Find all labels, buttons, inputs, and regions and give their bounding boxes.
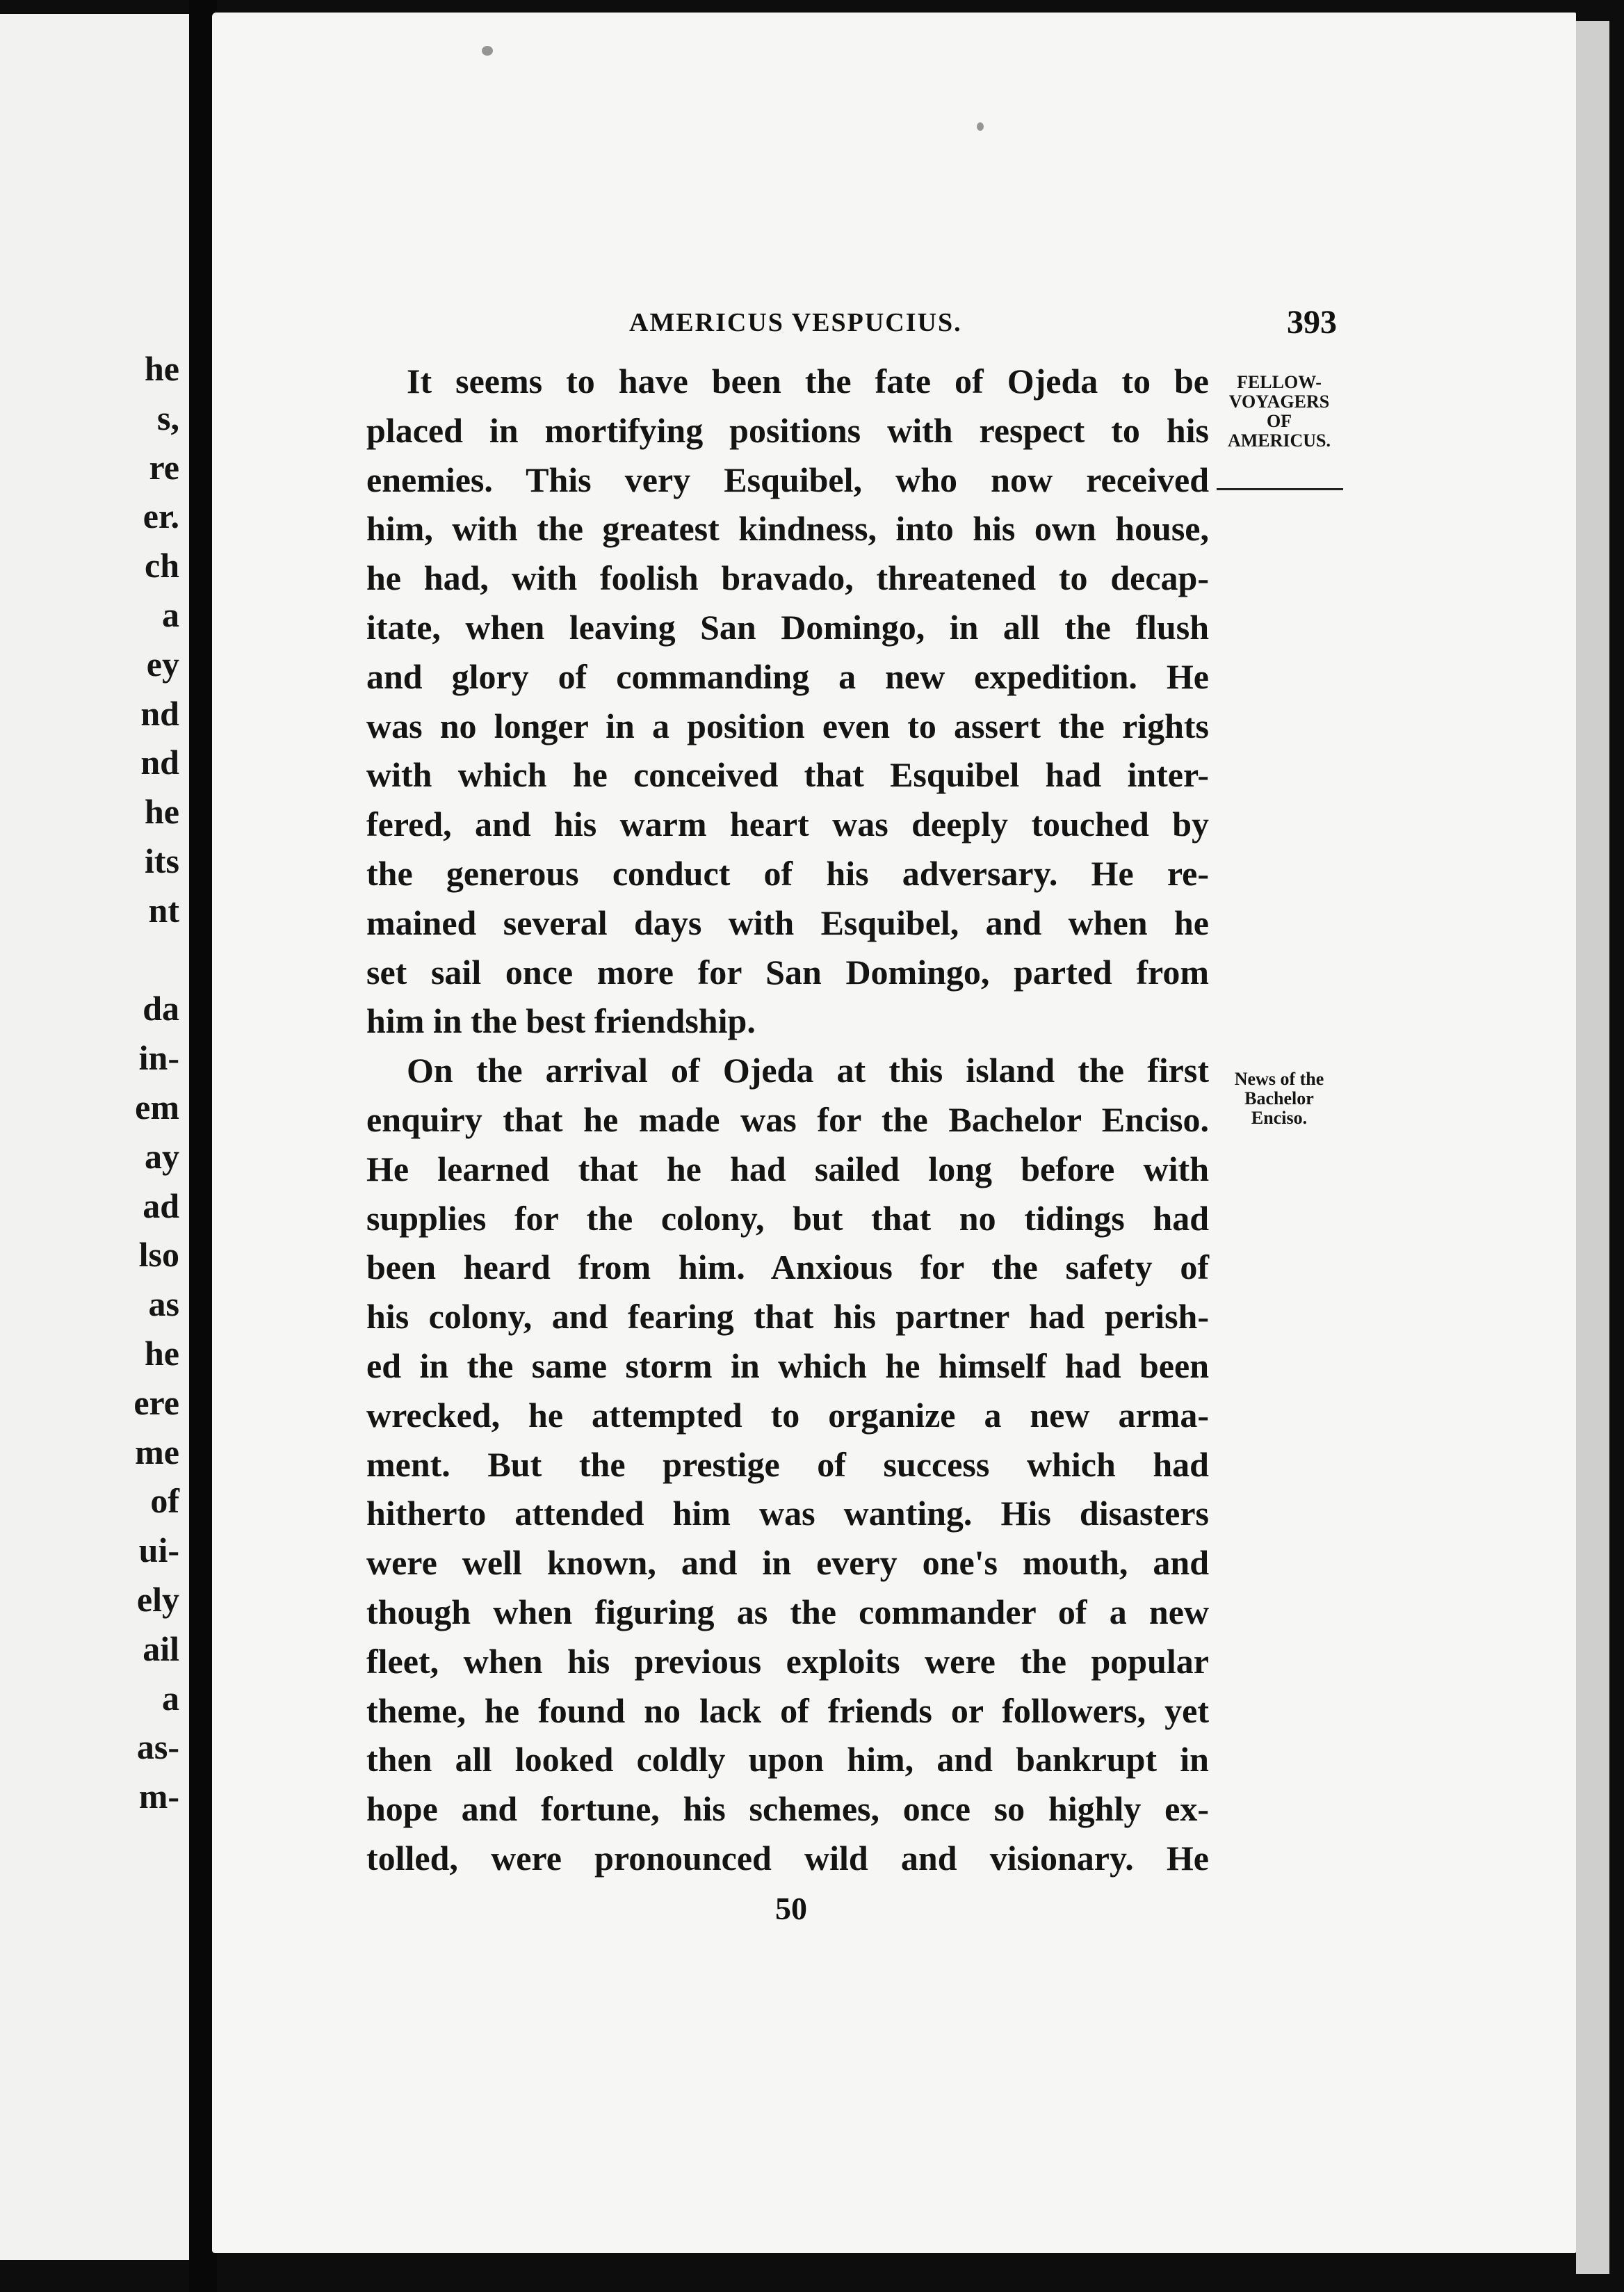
left-page-fragment: as bbox=[148, 1284, 179, 1324]
marginal-note-line: Bachelor bbox=[1244, 1088, 1314, 1108]
text-line: hitherto attended him was wanting. His disasters bbox=[366, 1494, 1209, 1533]
body-text bbox=[366, 357, 1209, 1883]
left-page-fragment: lso bbox=[138, 1235, 179, 1275]
text-line: It seems to have been the fate of Ojeda to be bbox=[407, 362, 1209, 401]
left-page-fragment: m- bbox=[138, 1777, 179, 1816]
text-line: supplies for the colony, but that no tidings had bbox=[366, 1198, 1209, 1238]
ink-smudge bbox=[482, 46, 493, 56]
left-facing-page bbox=[0, 14, 189, 2260]
text-line: fleet, when his previous exploits were the popular bbox=[366, 1641, 1209, 1681]
left-page-fragment: as- bbox=[136, 1727, 179, 1767]
left-page-fragment: ui- bbox=[138, 1531, 179, 1570]
text-line: placed in mortifying positions with respect to his bbox=[366, 410, 1209, 450]
text-line: his colony, and fearing that his partner had perish- bbox=[366, 1297, 1209, 1337]
text-line: him in the best friendship. bbox=[366, 1001, 756, 1041]
marginal-note-fellow-voyagers bbox=[1213, 373, 1345, 451]
text-line: him, with the greatest kindness, into his own house, bbox=[366, 509, 1209, 549]
left-page-fragment: he bbox=[145, 792, 179, 832]
left-page-fragment: ey bbox=[146, 644, 179, 684]
left-page-fragment: me bbox=[135, 1432, 179, 1471]
left-page-fragment: s, bbox=[157, 398, 179, 437]
running-header bbox=[212, 298, 1576, 346]
signature-mark: 50 bbox=[775, 1891, 807, 1926]
left-page-fragment: nd bbox=[140, 693, 179, 733]
text-line: the generous conduct of his adversary. He re- bbox=[366, 853, 1209, 893]
left-page-fragment: he bbox=[145, 349, 179, 388]
left-page-fragment: its bbox=[145, 841, 179, 880]
text-line: wrecked, he attempted to organize a new arma- bbox=[366, 1395, 1209, 1435]
marginal-note-line: FELLOW- bbox=[1237, 372, 1322, 392]
ink-smudge bbox=[977, 122, 984, 131]
left-page-fragment: in- bbox=[138, 1038, 179, 1078]
text-line: He learned that he had sailed long before with bbox=[366, 1149, 1209, 1188]
left-page-fragment: ch bbox=[145, 546, 179, 586]
left-page-fragment: em bbox=[135, 1088, 179, 1127]
book-page bbox=[212, 13, 1576, 2253]
left-page-fragment: nd bbox=[140, 743, 179, 782]
left-page-fragment: a bbox=[162, 1678, 179, 1718]
marginal-note-line: News of the bbox=[1234, 1069, 1324, 1089]
text-line: hope and fortune, his schemes, once so highly ex- bbox=[366, 1789, 1209, 1829]
left-page-fragment: ay bbox=[145, 1136, 179, 1176]
text-line: ed in the same storm in which he himself had been bbox=[366, 1346, 1209, 1385]
left-page-fragment: nt bbox=[148, 890, 179, 930]
text-line: been heard from him. Anxious for the safety of bbox=[366, 1248, 1209, 1287]
text-line: itate, when leaving San Domingo, in all the flush bbox=[366, 607, 1209, 647]
text-line: with which he conceived that Esquibel had inter- bbox=[366, 755, 1209, 795]
text-line: though when figuring as the commander of a new bbox=[366, 1592, 1209, 1631]
text-line: mained several days with Esquibel, and when he bbox=[366, 903, 1209, 942]
text-line: On the arrival of Ojeda at this island the first bbox=[407, 1051, 1209, 1090]
text-line: tolled, were pronounced wild and visionary. He bbox=[366, 1838, 1209, 1878]
marginal-note-line: AMERICUS. bbox=[1227, 430, 1331, 451]
text-line: ment. But the prestige of success which had bbox=[366, 1444, 1209, 1484]
text-line: then all looked coldly upon him, and bankrupt in bbox=[366, 1740, 1209, 1779]
left-page-fragment: a bbox=[162, 595, 179, 634]
page-edge bbox=[1576, 21, 1609, 2274]
left-page-fragment: da bbox=[143, 989, 179, 1028]
marginal-note-line: OF bbox=[1266, 411, 1292, 431]
left-page-fragment: ail bbox=[143, 1629, 179, 1668]
text-line: he had, with foolish bravado, threatened to decap- bbox=[366, 558, 1209, 598]
text-line: set sail once more for San Domingo, parted from bbox=[366, 952, 1209, 992]
text-line: enemies. This very Esquibel, who now received bbox=[366, 460, 1209, 499]
page-number: 393 bbox=[1287, 304, 1337, 341]
left-page-fragment: ely bbox=[136, 1580, 179, 1619]
left-page-fragment: he bbox=[145, 1334, 179, 1373]
text-line: fered, and his warm heart was deeply touched by bbox=[366, 805, 1209, 844]
left-page-fragment: ad bbox=[143, 1186, 179, 1225]
left-page-fragment: re bbox=[149, 447, 179, 487]
text-line: were well known, and in every one's mouth, and bbox=[366, 1543, 1209, 1583]
marginal-note-news-enciso bbox=[1213, 1070, 1345, 1128]
marginal-note-rule bbox=[1217, 488, 1343, 490]
left-page-fragment: er. bbox=[143, 497, 179, 536]
running-title: AMERICUS VESPUCIUS. bbox=[629, 308, 962, 337]
left-page-fragment: ere bbox=[133, 1382, 179, 1422]
marginal-note-line: Enciso. bbox=[1251, 1108, 1308, 1128]
text-line: was no longer in a position even to assert the rights bbox=[366, 706, 1209, 745]
text-line: enquiry that he made was for the Bachelor Enciso. bbox=[366, 1099, 1209, 1139]
text-line: theme, he found no lack of friends or followers, yet bbox=[366, 1690, 1209, 1730]
text-line: and glory of commanding a new expedition. He bbox=[366, 656, 1209, 696]
marginal-note-line: VOYAGERS bbox=[1228, 392, 1330, 412]
left-page-fragment: of bbox=[150, 1481, 179, 1521]
